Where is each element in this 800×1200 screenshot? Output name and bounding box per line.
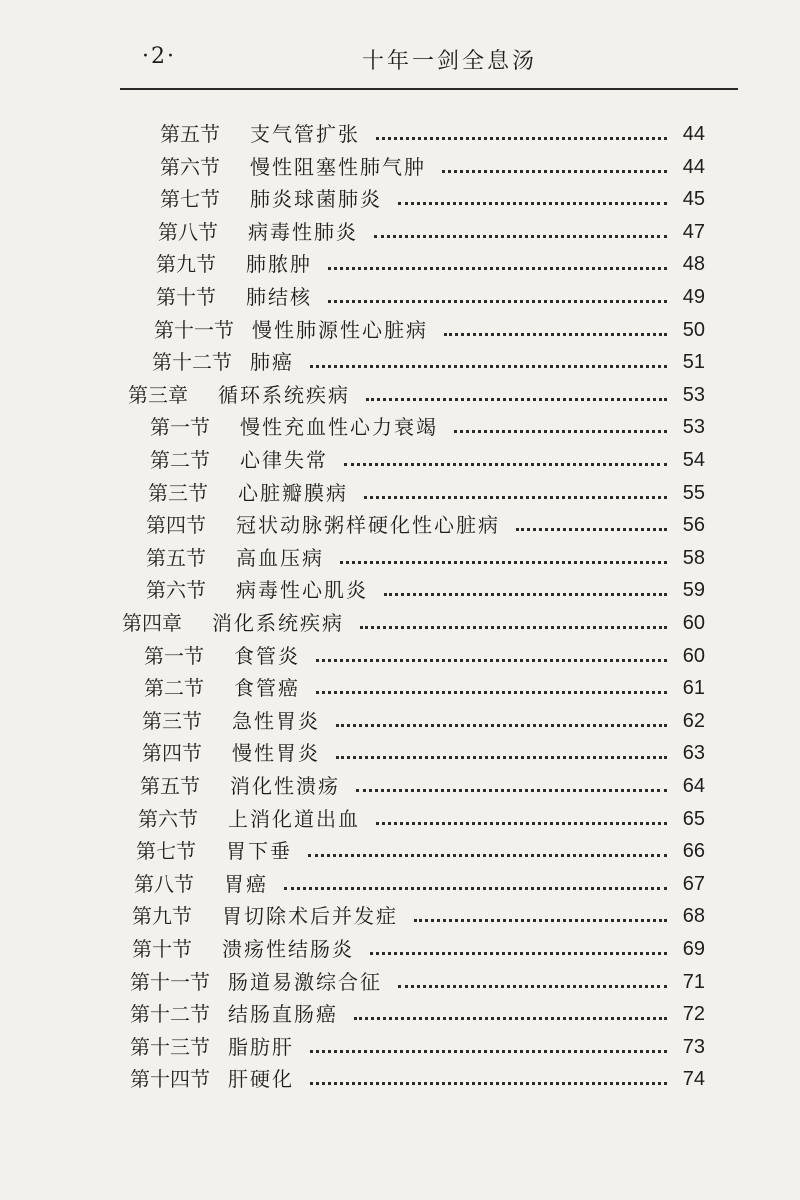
- toc-entry-label: 第四节: [146, 513, 206, 538]
- toc-section-entry: [138, 803, 705, 833]
- toc-entry-title: 冠状动脉粥样硬化性心脏病: [236, 513, 500, 538]
- toc-page-number: 67: [682, 872, 705, 895]
- toc-leader-dots: [376, 822, 667, 825]
- toc-leader-dots: [310, 365, 667, 368]
- toc-leader-dots: [316, 659, 667, 662]
- toc-section-entry: [146, 574, 705, 604]
- toc-leader-dots: [356, 789, 667, 792]
- toc-section-entry: [140, 770, 705, 800]
- toc-section-entry: [158, 216, 705, 246]
- toc-entry-title: 消化性溃疡: [230, 774, 340, 798]
- toc-section-entry: [150, 444, 705, 474]
- toc-entry-label: 第二节: [144, 676, 204, 701]
- toc-entry-label: 第九节: [156, 252, 216, 277]
- toc-entry-title: 消化系统疾病: [212, 611, 344, 635]
- toc-section-entry: [144, 672, 705, 702]
- page-number: ·2·: [142, 44, 176, 69]
- toc-entry-label: 第十节: [132, 937, 192, 961]
- toc-entry-title: 支气管扩张: [250, 122, 360, 146]
- toc-chapter-entry: [128, 379, 705, 409]
- toc-entry-label: 第三章: [128, 382, 188, 407]
- toc-section-entry: [146, 542, 705, 572]
- toc-page-number: 47: [682, 220, 705, 243]
- toc-leader-dots: [336, 756, 667, 759]
- toc-section-entry: [156, 248, 705, 278]
- toc-leader-dots: [384, 593, 667, 596]
- toc-entry-label: 第十二节: [152, 350, 232, 375]
- toc-section-entry: [160, 183, 705, 213]
- toc-entry-title: 病毒性肺炎: [248, 219, 358, 244]
- toc-page-number: 53: [682, 416, 705, 439]
- toc-leader-dots: [328, 267, 667, 270]
- toc-entry-title: 急性胃炎: [232, 708, 320, 733]
- toc-section-entry: [132, 900, 705, 930]
- toc-page-number: 65: [682, 807, 705, 830]
- toc-entry-label: 第六节: [146, 578, 206, 603]
- toc-leader-dots: [344, 463, 667, 466]
- toc-leader-dots: [376, 137, 667, 140]
- toc-entry-label: 第五节: [160, 122, 220, 146]
- toc-entry-title: 肺炎球菌肺炎: [250, 187, 382, 212]
- toc-section-entry: [156, 281, 705, 311]
- toc-entry-label: 第一节: [144, 643, 204, 668]
- toc-entry-title: 肺癌: [250, 350, 294, 375]
- toc-section-entry: [146, 509, 705, 539]
- toc-leader-dots: [398, 202, 667, 205]
- toc-section-entry: [130, 1063, 705, 1093]
- toc-leader-dots: [370, 952, 667, 955]
- toc-entry-title: 循环系统疾病: [218, 382, 350, 407]
- toc-leader-dots: [364, 496, 667, 499]
- toc-page-number: 48: [682, 253, 705, 276]
- toc-entry-label: 第九节: [132, 904, 192, 929]
- toc-page-number: 68: [682, 905, 705, 928]
- toc-section-entry: [160, 151, 705, 181]
- toc-entry-label: 第十三节: [130, 1034, 210, 1059]
- toc-section-entry: [132, 933, 705, 963]
- toc-page-number: 64: [682, 775, 705, 797]
- toc-section-entry: [154, 314, 705, 344]
- toc-entry-title: 心律失常: [240, 448, 328, 472]
- toc-page-number: 61: [682, 677, 705, 700]
- toc-entry-title: 肝硬化: [228, 1067, 294, 1092]
- toc-entry-label: 第十一节: [130, 969, 210, 994]
- toc-entry-label: 第七节: [160, 187, 220, 212]
- toc-entry-label: 第五节: [140, 774, 200, 798]
- toc-section-entry: [148, 477, 705, 507]
- toc-section-entry: [136, 835, 705, 865]
- toc-entry-label: 第二节: [150, 448, 210, 472]
- toc-leader-dots: [308, 854, 667, 857]
- toc-entry-title: 结肠直肠癌: [228, 1002, 338, 1027]
- toc-leader-dots: [366, 398, 667, 401]
- toc-entry-title: 慢性胃炎: [232, 741, 320, 766]
- toc-entry-title: 慢性阻塞性肺气肿: [250, 154, 426, 179]
- toc-page-number: 59: [682, 579, 705, 602]
- toc-page-number: 60: [682, 612, 705, 634]
- toc-entry-label: 第六节: [160, 154, 220, 179]
- toc-leader-dots: [328, 300, 667, 303]
- toc-entry-title: 胃切除术后并发症: [222, 904, 398, 929]
- toc-page-number: 58: [682, 546, 705, 569]
- toc-leader-dots: [336, 724, 667, 727]
- toc-entry-label: 第八节: [134, 871, 194, 896]
- toc-leader-dots: [354, 1017, 667, 1020]
- toc-entry-title: 上消化道出血: [228, 806, 360, 831]
- toc-leader-dots: [310, 1050, 667, 1053]
- toc-page-number: 55: [682, 481, 705, 504]
- toc-page-number: 45: [682, 188, 705, 211]
- toc-section-entry: [152, 346, 705, 376]
- toc-entry-label: 第五节: [146, 545, 206, 570]
- toc-entry-label: 第四章: [122, 611, 182, 635]
- toc-leader-dots: [310, 1082, 667, 1085]
- toc-page-number: 44: [682, 155, 705, 178]
- toc-entry-label: 第三节: [142, 708, 202, 733]
- toc-entry-title: 慢性充血性心力衰竭: [240, 415, 438, 440]
- toc-entry-title: 慢性肺源性心脏病: [252, 317, 428, 342]
- toc-section-entry: [144, 640, 705, 670]
- toc-entry-title: 病毒性心肌炎: [236, 578, 368, 603]
- toc-page-number: 49: [682, 286, 705, 308]
- toc-entry-label: 第十节: [156, 285, 216, 309]
- toc-entry-label: 第一节: [150, 415, 210, 440]
- toc-leader-dots: [284, 887, 667, 890]
- book-title: 十年一剑全息汤: [362, 49, 538, 74]
- toc-entry-label: 第七节: [136, 839, 196, 864]
- toc-section-entry: [150, 411, 705, 441]
- toc-entry-label: 第十一节: [154, 317, 234, 342]
- toc-page-number: 74: [682, 1068, 705, 1091]
- toc-page-number: 44: [682, 123, 705, 145]
- toc-entry-title: 心脏瓣膜病: [238, 480, 348, 505]
- toc-entry-title: 胃下垂: [226, 839, 292, 864]
- toc-entry-title: 脂肪肝: [228, 1034, 294, 1059]
- toc-entry-label: 第三节: [148, 480, 208, 505]
- toc-page-number: 73: [682, 1035, 705, 1058]
- toc-entry-label: 第四节: [142, 741, 202, 766]
- toc-entry-label: 第八节: [158, 219, 218, 244]
- toc-leader-dots: [454, 430, 667, 433]
- toc-page-number: 71: [682, 970, 705, 993]
- toc-leader-dots: [414, 919, 667, 922]
- toc-entry-title: 食管炎: [234, 643, 300, 668]
- toc-page-number: 72: [682, 1003, 705, 1026]
- toc-leader-dots: [374, 235, 667, 238]
- toc-page-number: 50: [682, 318, 705, 341]
- toc-section-entry: [130, 1031, 705, 1061]
- toc-leader-dots: [398, 985, 667, 988]
- toc-page-number: 66: [682, 840, 705, 863]
- toc-page-number: 63: [682, 742, 705, 765]
- toc-entry-title: 溃疡性结肠炎: [222, 937, 354, 961]
- toc-entry-title: 肠道易激综合征: [228, 969, 382, 994]
- toc-section-entry: [134, 868, 705, 898]
- toc-section-entry: [160, 118, 705, 148]
- toc-entry-title: 胃癌: [224, 871, 268, 896]
- toc-leader-dots: [516, 528, 667, 531]
- toc-section-entry: [130, 998, 705, 1028]
- toc-page-number: 53: [682, 383, 705, 406]
- toc-entry-title: 肺结核: [246, 285, 312, 309]
- toc-entry-title: 肺脓肿: [246, 252, 312, 277]
- toc-chapter-entry: [122, 607, 705, 637]
- toc-entry-title: 食管癌: [234, 676, 300, 701]
- toc-page-number: 54: [682, 449, 705, 471]
- toc-entry-title: 高血压病: [236, 545, 324, 570]
- toc-page-number: 51: [682, 351, 705, 374]
- toc-leader-dots: [444, 333, 667, 336]
- toc-entry-label: 第十四节: [130, 1067, 210, 1092]
- toc-page-number: 60: [682, 644, 705, 667]
- toc-entry-label: 第六节: [138, 806, 198, 831]
- toc-section-entry: [142, 705, 705, 735]
- toc-entry-label: 第十二节: [130, 1002, 210, 1027]
- toc-leader-dots: [340, 561, 667, 564]
- toc-leader-dots: [360, 626, 667, 629]
- toc-leader-dots: [442, 170, 667, 173]
- toc-page-number: 62: [682, 709, 705, 732]
- toc-leader-dots: [316, 691, 667, 694]
- toc-page-number: 56: [682, 514, 705, 537]
- toc-section-entry: [142, 737, 705, 767]
- toc-page-number: 69: [682, 938, 705, 960]
- toc-section-entry: [130, 966, 705, 996]
